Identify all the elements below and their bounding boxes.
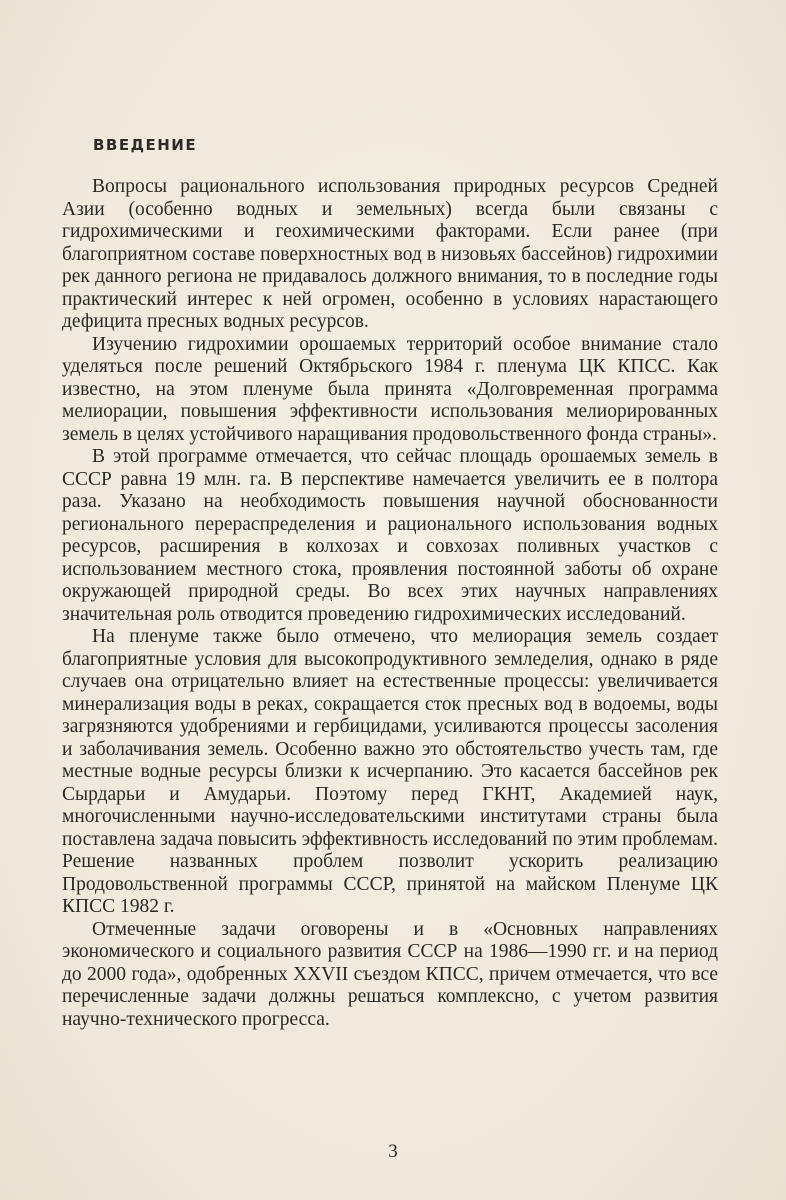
body-text bbox=[62, 176, 718, 1031]
paragraph: Отмеченные задачи оговорены и в «Основных направлениях экономического и социального развития СССР на 1986—1990 гг. и на период до 2000 года», одобренных XXVII съездом КПСС, причем отмечается, что все перечисленные задачи должны решаться комплексно, с учетом развития научно-технического прогресса. bbox=[62, 918, 718, 1030]
paragraph: В этой программе отмечается, что сейчас площадь орошаемых земель в СССР равна 19 млн. га. В перспективе намечается увеличить ее в полтора раза. Указано на необходимость повышения научной обоснованности регионального перераспределения и рационального использования водных ресурсов, расширения в колхозах и совхозах поливных участков с использованием местного стока, проявления постоянной заботы об охране окружающей природной среды. Во всех этих научных направлениях значительная роль отводится проведению гидрохимических исследований. bbox=[62, 446, 718, 625]
paragraph: Вопросы рационального использования природных ресурсов Средней Азии (особенно водных и земельных) всегда были связаны с гидрохимическими и геохимическими факторами. Если ранее (при благоприятном составе поверхностных вод в низовьях бассейнов) гидрохимии рек данного региона не придавалось должного внимания, то в последние годы практический интерес к ней огромен, особенно в условиях нарастающего дефицита пресных водных ресурсов. bbox=[62, 176, 718, 332]
paragraph: На пленуме также было отмечено, что мелиорация земель создает благоприятные условия для высокопродуктивного земледелия, однако в ряде случаев она отрицательно влияет на естественные процессы: увеличивается минерализация воды в реках, сокращается сток пресных вод в водоемы, воды загрязняются удобрениями и гербицидами, усиливаются процессы засоления и заболачивания земель. Особенно важно это обстоятельство учесть там, где местные водные ресурсы близки к исчерпанию. Это касается бассейнов рек Сырдарьи и Амударьи. Поэтому перед ГКНТ, Академией наук, многочисленными научно-исследовательскими институтами страны была поставлена задача повысить эффективность исследований по этим проблемам. Решение названных проблем позволит ускорить реализацию Продовольственной программы СССР, принятой на майском Пленуме ЦК КПСС 1982 г. bbox=[62, 626, 718, 917]
page-number: 3 bbox=[388, 1141, 398, 1162]
section-heading: ВВЕДЕНИЕ bbox=[93, 136, 198, 154]
paragraph: Изучению гидрохимии орошаемых территорий особое внимание стало уделяться после решений Октябрьского 1984 г. пленума ЦК КПСС. Как известно, на этом пленуме была принята «Долговременная программа мелиорации, повышения эффективности использования мелиорированных земель в целях устойчивого наращивания продовольственного фонда страны». bbox=[62, 333, 718, 445]
